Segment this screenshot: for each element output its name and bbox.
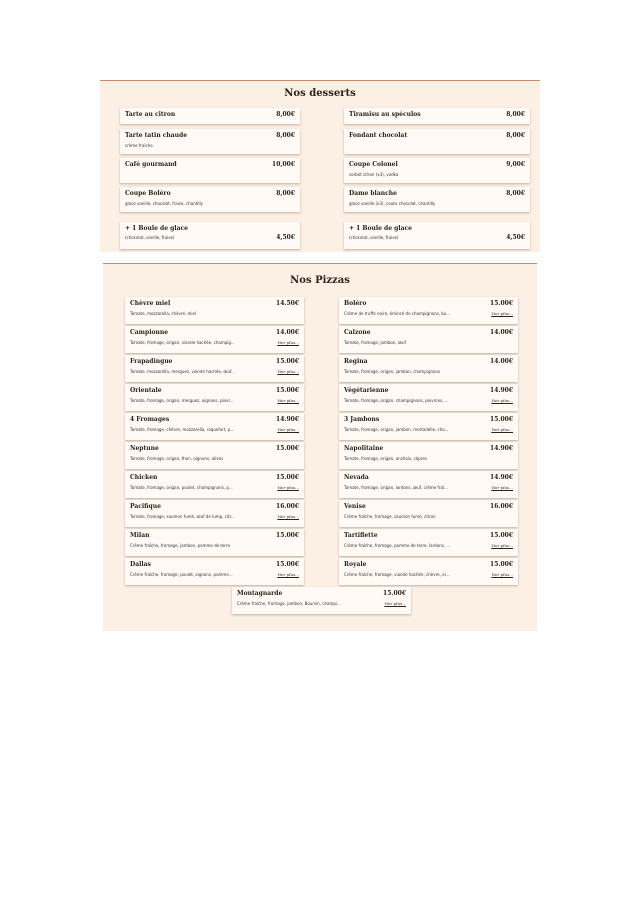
pizza-ingredients: Crème fraîche, fromage, viande hachée, chèvre, oi... bbox=[344, 572, 450, 577]
desserts-section bbox=[100, 80, 540, 252]
pizza-card[interactable] bbox=[339, 529, 518, 556]
pizza-price: 15.00€ bbox=[490, 561, 513, 568]
dessert-name: + 1 Boule de glace bbox=[125, 225, 188, 232]
dessert-price: 10,00€ bbox=[272, 161, 295, 168]
dessert-name: Tarte au citron bbox=[125, 111, 176, 118]
pizza-ingredients: Tomate, fromage, jambon, œuf bbox=[344, 340, 406, 345]
pizza-ingredients: Tomate, fromage, origan, viande hachée, champig... bbox=[130, 340, 235, 345]
pizza-name: Neptune bbox=[130, 445, 159, 452]
pizza-name: Tartiflette bbox=[344, 532, 378, 539]
see-more-link[interactable]: Voir plus... bbox=[491, 398, 513, 403]
dessert-price: 8,00€ bbox=[276, 190, 295, 197]
pizza-name: Végétarienne bbox=[344, 387, 389, 394]
see-more-link[interactable]: Voir plus... bbox=[277, 369, 299, 374]
dessert-price: 8,00€ bbox=[276, 111, 295, 118]
see-more-link[interactable]: Voir plus... bbox=[277, 340, 299, 345]
pizza-card[interactable] bbox=[232, 587, 411, 614]
pizza-card[interactable] bbox=[339, 442, 518, 469]
pizza-name: Calzone bbox=[344, 329, 371, 336]
pizza-name: Chicken bbox=[130, 474, 158, 481]
pizza-name: Pacifique bbox=[130, 503, 161, 510]
pizza-ingredients: Crème fraîche, fromage, saumon fumé, citron bbox=[344, 514, 436, 519]
pizza-price: 15.00€ bbox=[276, 561, 299, 568]
dessert-price: 4,50€ bbox=[276, 234, 295, 241]
dessert-name: + 1 Boule de glace bbox=[349, 225, 412, 232]
pizza-price: 16.00€ bbox=[276, 503, 299, 510]
pizza-ingredients: Tomate, fromage, chèvre, mozzarella, roquefort, p... bbox=[130, 427, 235, 432]
pizza-ingredients: Tomate, mozzarella, merguez, viande hachée, œuf... bbox=[130, 369, 235, 374]
see-more-link[interactable]: Voir plus... bbox=[277, 572, 299, 577]
pizza-card[interactable] bbox=[339, 297, 518, 324]
pizza-ingredients: Crème fraîche, fromage, pomme de terre, lardons, ... bbox=[344, 543, 451, 548]
dessert-name: Coupe Boléro bbox=[125, 190, 171, 197]
see-more-link[interactable]: Voir plus... bbox=[277, 514, 299, 519]
see-more-link[interactable]: Voir plus... bbox=[491, 543, 513, 548]
pizza-price: 14.00€ bbox=[276, 329, 299, 336]
pizza-price: 16.00€ bbox=[490, 503, 513, 510]
see-more-link[interactable]: Voir plus... bbox=[384, 601, 406, 606]
see-more-link[interactable]: Voir plus... bbox=[491, 427, 513, 432]
pizza-card[interactable] bbox=[339, 384, 518, 411]
pizza-ingredients: Crème fraîche, fromage, poulet, oignons, pomme... bbox=[130, 572, 233, 577]
pizza-price: 14.90€ bbox=[490, 387, 513, 394]
dessert-name: Tarte tatin chaude bbox=[125, 132, 188, 139]
pizza-card[interactable] bbox=[125, 297, 304, 324]
dessert-price: 8,00€ bbox=[506, 111, 525, 118]
pizza-name: Nevada bbox=[344, 474, 369, 481]
dessert-description: (chocolat, vanille, fraise) bbox=[349, 235, 399, 240]
pizza-ingredients: Tomate, fromage, origan, merguez, oignons, poivr... bbox=[130, 398, 234, 403]
pizza-ingredients: Tomate, mozzarella, chèvre, miel bbox=[130, 311, 197, 316]
dessert-price: 8,00€ bbox=[506, 132, 525, 139]
pizza-ingredients: Tomate, fromage, origan, jambon, champignons bbox=[344, 369, 441, 374]
pizza-price: 15.00€ bbox=[276, 387, 299, 394]
pizza-card[interactable] bbox=[339, 558, 518, 585]
dessert-name: Tiramisu au spéculos bbox=[349, 111, 421, 118]
dessert-description: crème fraîche bbox=[125, 143, 153, 148]
pizza-card[interactable] bbox=[125, 355, 304, 382]
dessert-description: sorbet citron (x3), vodka bbox=[349, 172, 399, 177]
pizza-price: 15.00€ bbox=[276, 445, 299, 452]
pizza-card[interactable] bbox=[125, 384, 304, 411]
pizza-name: Venise bbox=[344, 503, 366, 510]
pizza-ingredients: Tomate, fromage, origan, lardons, œuf, crème fraî... bbox=[344, 485, 448, 490]
pizza-name: Boléro bbox=[344, 300, 367, 307]
pizza-ingredients: Tomate, fromage, origan, champignons, poivrons, ... bbox=[344, 398, 449, 403]
pizza-card[interactable] bbox=[125, 558, 304, 585]
see-more-link[interactable]: Voir plus... bbox=[491, 485, 513, 490]
pizza-price: 14.00€ bbox=[490, 358, 513, 365]
dessert-card[interactable] bbox=[120, 108, 300, 124]
pizza-price: 14.90€ bbox=[490, 445, 513, 452]
dessert-name: Fondant chocolat bbox=[349, 132, 408, 139]
pizza-price: 15.00€ bbox=[490, 300, 513, 307]
pizza-card[interactable] bbox=[339, 413, 518, 440]
dessert-name: Café gourmand bbox=[125, 161, 177, 168]
dessert-price: 4,50€ bbox=[506, 234, 525, 241]
pizza-name: Milan bbox=[130, 532, 150, 539]
pizza-name: 3 Jambons bbox=[344, 416, 380, 423]
see-more-link[interactable]: Voir plus... bbox=[491, 311, 513, 316]
dessert-description: glace vanille, chocolat, fraise, chantilly bbox=[125, 201, 203, 206]
see-more-link[interactable]: Voir plus... bbox=[277, 427, 299, 432]
pizza-card[interactable] bbox=[125, 442, 304, 469]
pizza-name: Orientale bbox=[130, 387, 162, 394]
pizza-price: 15.00€ bbox=[276, 358, 299, 365]
dessert-card[interactable] bbox=[120, 158, 300, 183]
pizza-ingredients: Tomate, fromage, origan, anchois, câpres bbox=[344, 456, 427, 461]
dessert-card[interactable] bbox=[120, 129, 300, 154]
dessert-name: Coupe Colonel bbox=[349, 161, 398, 168]
dessert-card[interactable] bbox=[120, 222, 300, 249]
pizza-name: Frapadingue bbox=[130, 358, 173, 365]
pizza-ingredients: Crème fraîche, fromage, jambon, Boursin, champi... bbox=[237, 601, 341, 606]
pizza-ingredients: Crème fraîche, fromage, jambon, pomme de terre bbox=[130, 543, 231, 548]
pizza-price: 15.00€ bbox=[276, 532, 299, 539]
dessert-card[interactable] bbox=[344, 158, 530, 183]
pizza-name: Royale bbox=[344, 561, 367, 568]
dessert-name: Dame blanche bbox=[349, 190, 397, 197]
see-more-link[interactable]: Voir plus... bbox=[491, 572, 513, 577]
pizza-name: Montagnarde bbox=[237, 590, 283, 597]
dessert-price: 9,00€ bbox=[506, 161, 525, 168]
pizza-ingredients: Tomate, fromage, origan, poulet, champignons, p... bbox=[130, 485, 233, 490]
dessert-price: 8,00€ bbox=[506, 190, 525, 197]
pizza-name: 4 Fromages bbox=[130, 416, 170, 423]
pizza-name: Napolitaine bbox=[344, 445, 384, 452]
pizza-price: 15.00€ bbox=[490, 416, 513, 423]
pizza-card[interactable] bbox=[339, 326, 518, 353]
pizza-ingredients: Tomate, fromage, origan, jambon, mortadelle, cho... bbox=[344, 427, 449, 432]
pizza-card[interactable] bbox=[125, 413, 304, 440]
pizza-ingredients: Tomate, fromage, origan, thon, oignons, olives bbox=[130, 456, 224, 461]
pizza-price: 15.00€ bbox=[276, 474, 299, 481]
pizza-price: 14.50€ bbox=[276, 300, 299, 307]
pizza-card[interactable] bbox=[125, 326, 304, 353]
pizza-card[interactable] bbox=[125, 471, 304, 498]
pizza-card[interactable] bbox=[125, 500, 304, 527]
pizza-card[interactable] bbox=[339, 355, 518, 382]
dessert-card[interactable] bbox=[344, 129, 530, 154]
pizzas-section bbox=[103, 263, 537, 631]
pizza-price: 15.00€ bbox=[490, 532, 513, 539]
dessert-card[interactable] bbox=[344, 108, 530, 124]
pizza-ingredients: Tomate, fromage, saumon fumé, œuf de lump, citr... bbox=[130, 514, 235, 519]
pizza-price: 14.00€ bbox=[490, 329, 513, 336]
dessert-card[interactable] bbox=[120, 187, 300, 212]
pizza-ingredients: Crème de truffe noire, émincé de champignons, bu... bbox=[344, 311, 451, 316]
pizzas-title: Nos Pizzas bbox=[290, 275, 350, 286]
pizza-name: Regina bbox=[344, 358, 368, 365]
pizza-name: Chèvre miel bbox=[130, 300, 171, 307]
dessert-price: 8,00€ bbox=[276, 132, 295, 139]
pizza-price: 14.90€ bbox=[276, 416, 299, 423]
dessert-description: glace vanille (x3), coulis chocolat, chantilly bbox=[349, 201, 436, 206]
pizza-name: Dallas bbox=[130, 561, 151, 568]
dessert-card[interactable] bbox=[344, 187, 530, 212]
pizza-card[interactable] bbox=[339, 500, 518, 527]
pizza-name: Campionne bbox=[130, 329, 169, 336]
see-more-link[interactable]: Voir plus... bbox=[277, 398, 299, 403]
pizza-card[interactable] bbox=[125, 529, 304, 556]
desserts-title: Nos desserts bbox=[284, 88, 356, 99]
dessert-card[interactable] bbox=[344, 222, 530, 249]
see-more-link[interactable]: Voir plus... bbox=[277, 485, 299, 490]
pizza-card[interactable] bbox=[339, 471, 518, 498]
pizza-price: 14.90€ bbox=[490, 474, 513, 481]
dessert-description: (chocolat, vanille, fraise) bbox=[125, 235, 175, 240]
pizza-price: 15.00€ bbox=[383, 590, 406, 597]
